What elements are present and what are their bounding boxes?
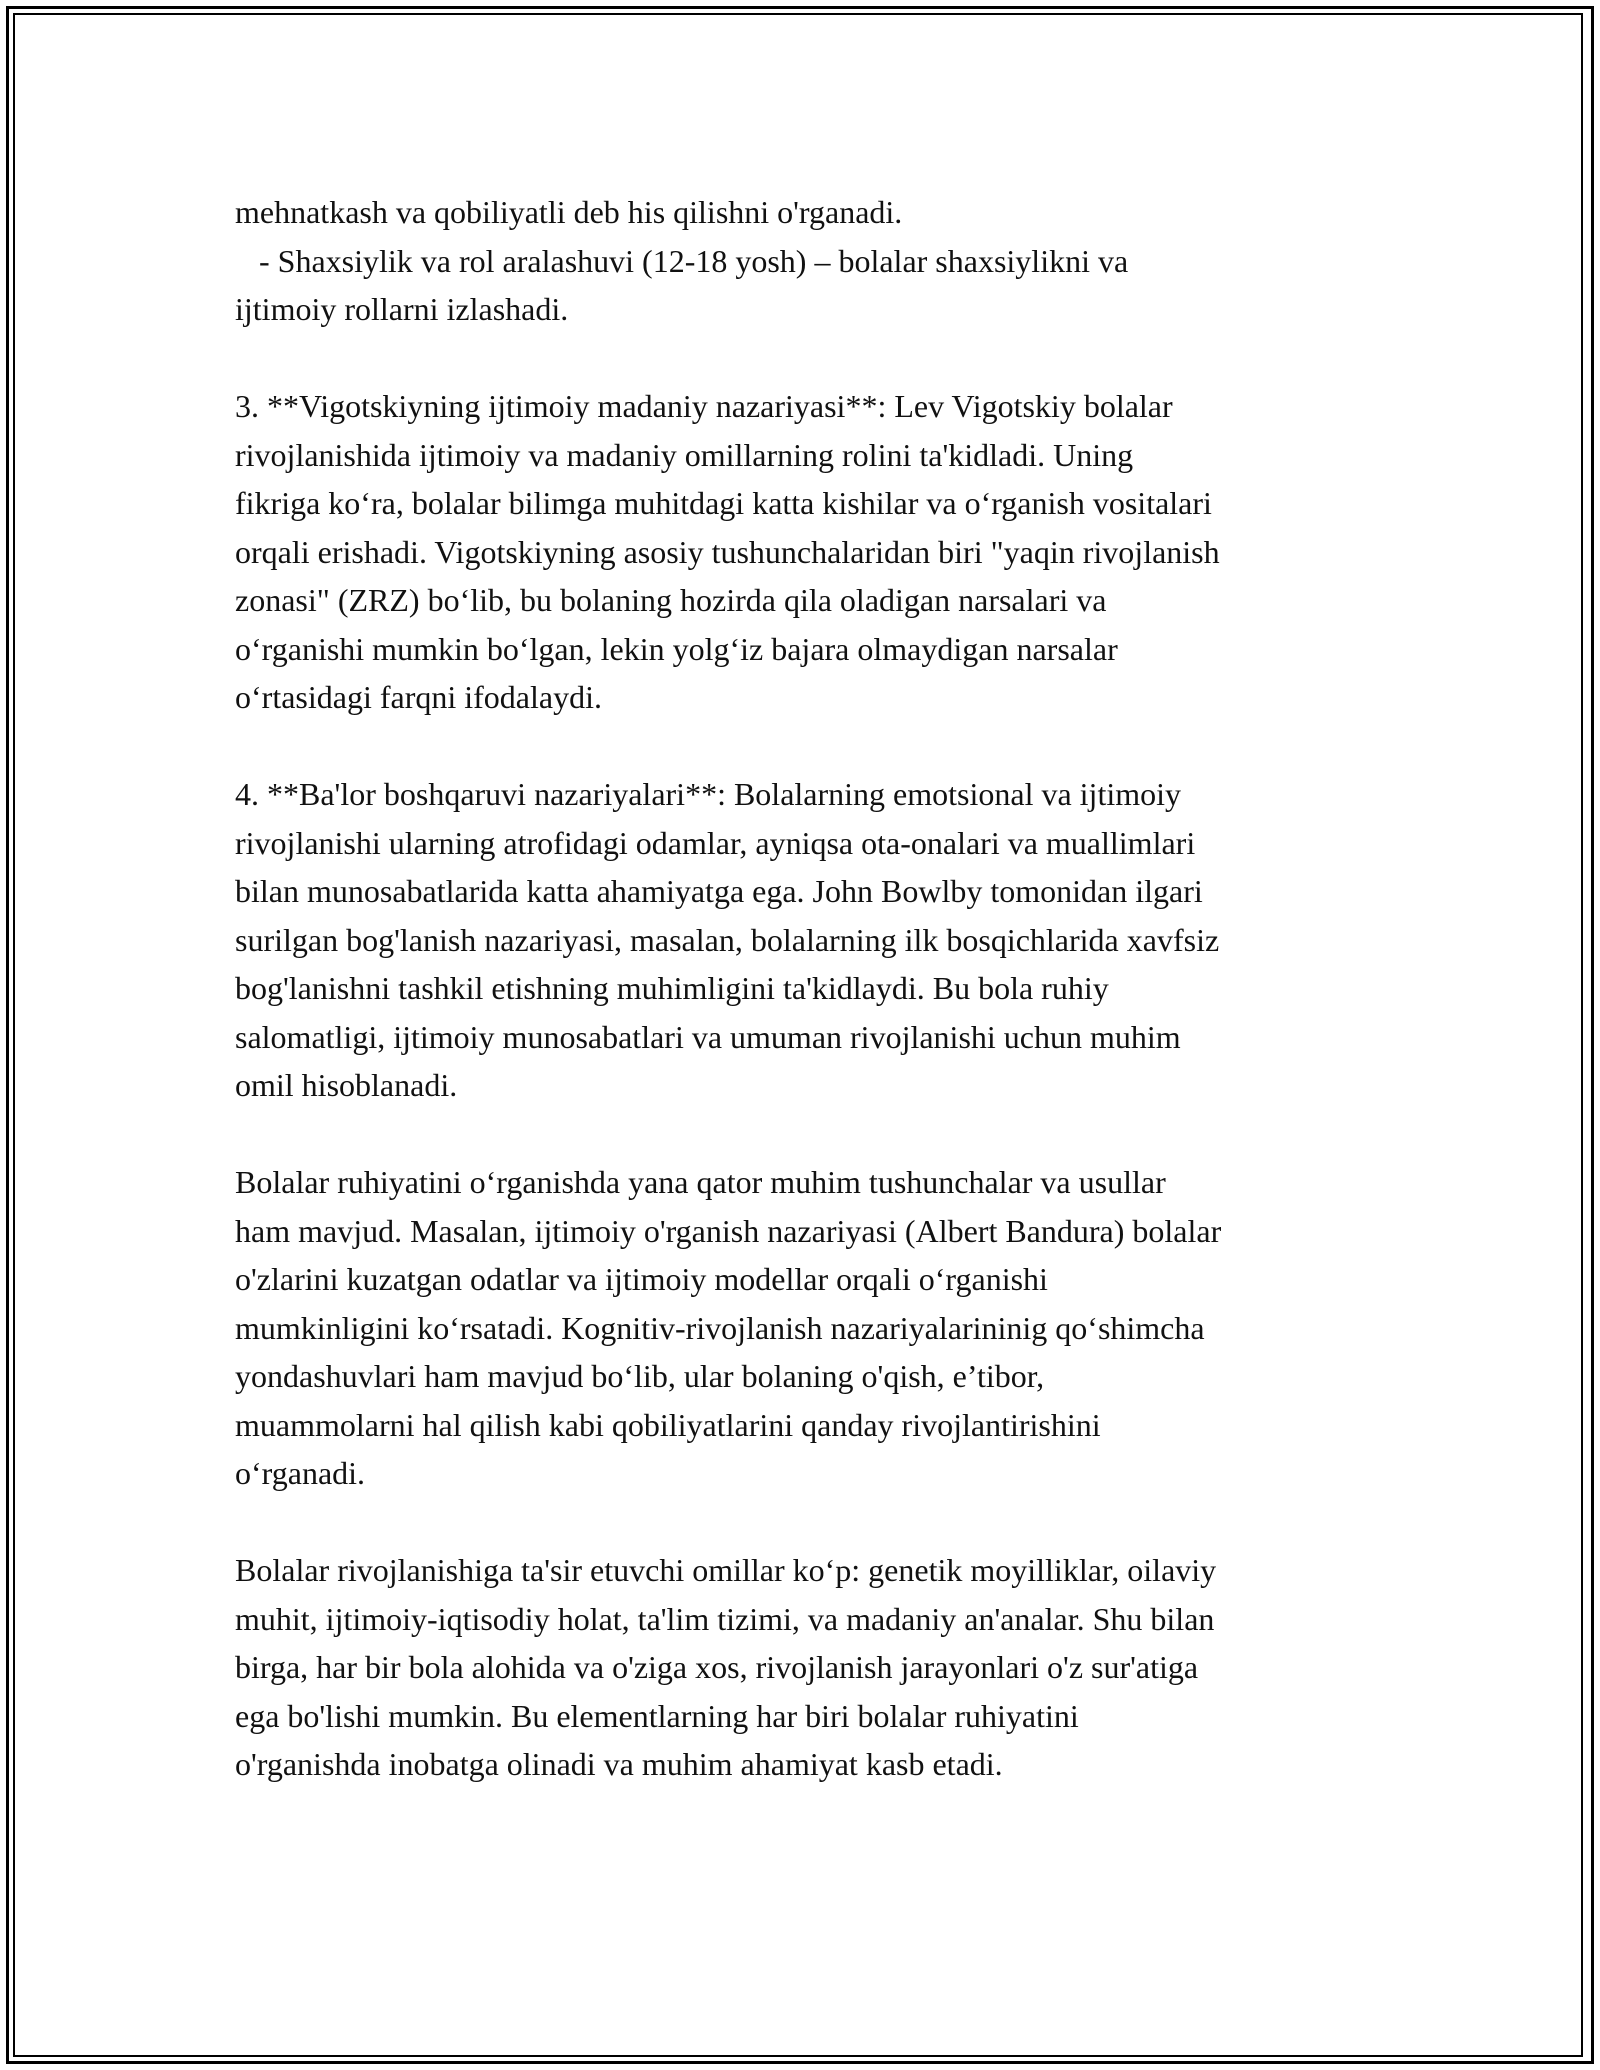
- text-line: Bolalar rivojlanishiga ta'sir etuvchi omillar ko‘p: genetik moyilliklar, oilaviy: [235, 1552, 1217, 1588]
- text-line: bilan munosabatlarida katta ahamiyatga ega. John Bowlby tomonidan ilgari: [235, 873, 1203, 909]
- text-line: ham mavjud. Masalan, ijtimoiy o'rganish nazariyasi (Albert Bandura) bolalar: [235, 1212, 1222, 1249]
- text-line: muhit, ijtimoiy-iqtisodiy holat, ta'lim tizimi, va madaniy an'analar. Shu bilan: [235, 1600, 1215, 1637]
- paragraph-gap: [235, 1110, 1395, 1159]
- text-line: muammolarni hal qilish kabi qobiliyatlarini qanday rivojlantirishini: [235, 1406, 1101, 1443]
- document-body: [235, 188, 1395, 1789]
- text-line: mumkinligini ko‘rsatadi. Kognitiv-rivojlanish nazariyalarininig qo‘shimcha: [235, 1309, 1205, 1346]
- paragraph-gap: [235, 1498, 1395, 1547]
- text-line: rivojlanishi ularning atrofidagi odamlar, ayniqsa ota-onalari va muallimlari: [235, 824, 1196, 861]
- text-line: orqali erishadi. Vigotskiyning asosiy tushunchalaridan biri "yaqin rivojlanish: [235, 533, 1220, 570]
- text-line: 3. **Vigotskiyning ijtimoiy madaniy nazariyasi**: Lev Vigotskiy bolalar: [235, 388, 1173, 424]
- text-line: yondashuvlari ham mavjud bo‘lib, ular bolaning o'qish, e’tibor,: [235, 1358, 1045, 1394]
- text-line: o‘rtasidagi farqni ifodalaydi.: [235, 679, 602, 715]
- text-line: surilgan bog'lanish nazariyasi, masalan, bolalarning ilk bosqichlarida xavfsiz: [235, 921, 1220, 958]
- text-line: ijtimoiy rollarni izlashadi.: [235, 291, 569, 327]
- text-line: zonasi" (ZRZ) bo‘lib, bu bolaning hozirda qila oladigan narsalari va: [235, 582, 1107, 618]
- text-line: o'rganishda inobatga olinadi va muhim ahamiyat kasb etadi.: [235, 1746, 1003, 1782]
- paragraph-gap: [235, 722, 1395, 771]
- text-line: rivojlanishida ijtimoiy va madaniy omillarning rolini ta'kidladi. Uning: [235, 436, 1134, 473]
- text-line: o'zlarini kuzatgan odatlar va ijtimoiy modellar orqali o‘rganishi: [235, 1261, 1048, 1297]
- text-line: salomatligi, ijtimoiy munosabatlari va umuman rivojlanishi uchun muhim: [235, 1018, 1181, 1055]
- text-line: mehnatkash va qobiliyatli deb his qilishni o'rganadi.: [235, 194, 903, 230]
- text-line: ega bo'lishi mumkin. Bu elementlarning har biri bolalar ruhiyatini: [235, 1697, 1079, 1734]
- text-line: omil hisoblanadi.: [235, 1067, 458, 1103]
- text-line: o‘rganishi mumkin bo‘lgan, lekin yolg‘iz bajara olmaydigan narsalar: [235, 630, 1118, 667]
- text-line: fikriga ko‘ra, bolalar bilimga muhitdagi katta kishilar va o‘rganish vositalari: [235, 485, 1212, 521]
- text-line: - Shaxsiylik va rol aralashuvi (12-18 yosh) – bolalar shaxsiylikni va: [235, 242, 1129, 279]
- text-line: 4. **Ba'lor boshqaruvi nazariyalari**: Bolalarning emotsional va ijtimoiy: [235, 776, 1181, 812]
- text-line: Bolalar ruhiyatini o‘rganishda yana qator muhim tushunchalar va usullar: [235, 1164, 1166, 1200]
- paragraph-gap: [235, 334, 1395, 383]
- text-line: birga, har bir bola alohida va o'ziga xos, rivojlanish jarayonlari o'z sur'atiga: [235, 1649, 1199, 1685]
- text-line: bog'lanishni tashkil etishning muhimligini ta'kidlaydi. Bu bola ruhiy: [235, 970, 1109, 1006]
- text-line: o‘rganadi.: [235, 1455, 366, 1491]
